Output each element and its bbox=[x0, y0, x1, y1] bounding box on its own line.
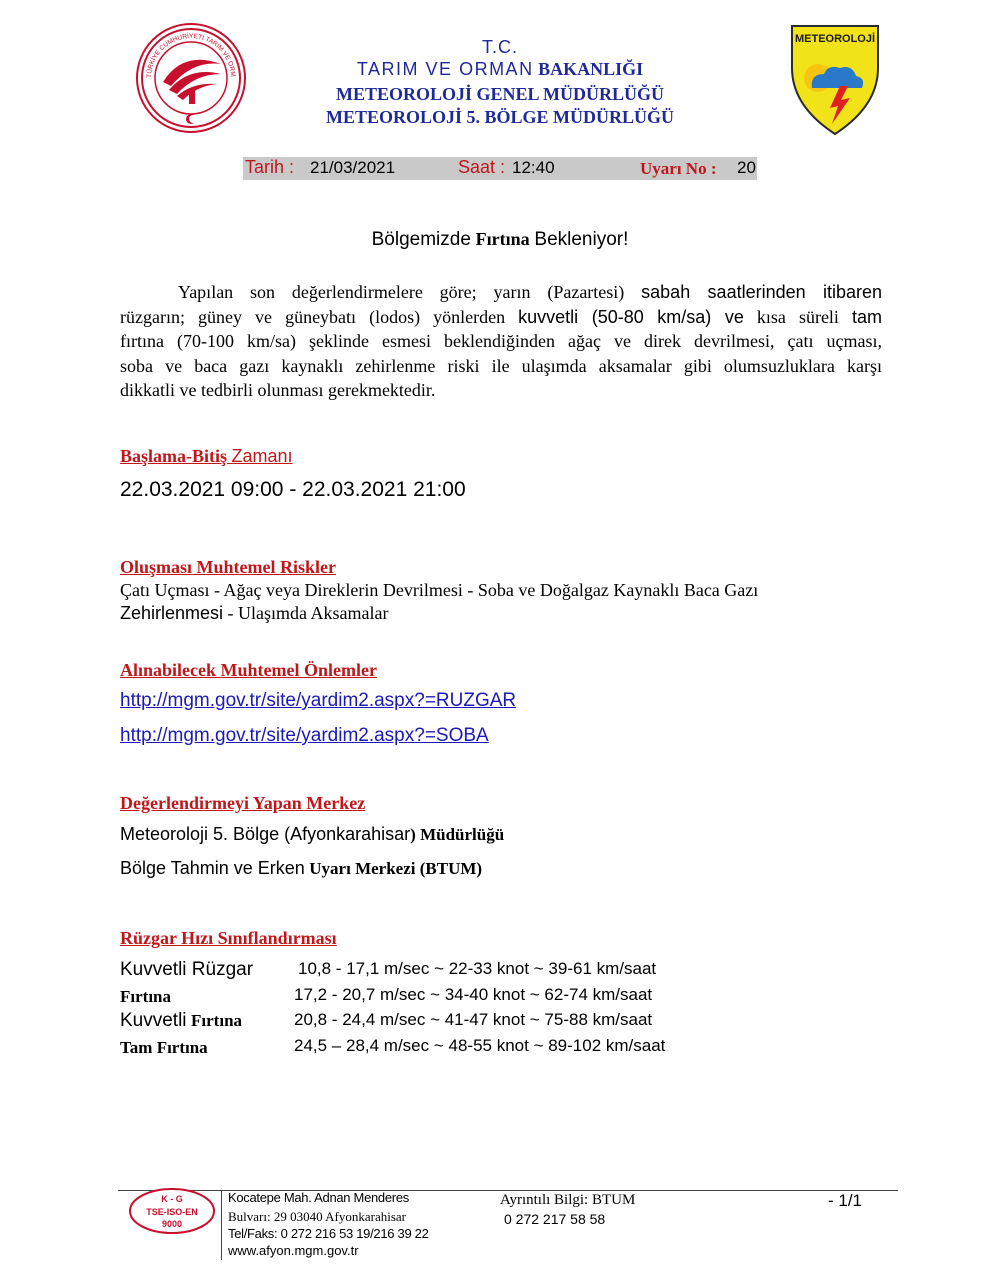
wind-row-value: 20,8 - 24,4 m/sec ~ 41-47 knot ~ 75-88 km/saat bbox=[294, 1010, 653, 1029]
measures-title: Alınabilecek Muhtemel Önlemler bbox=[120, 660, 377, 680]
time-label: Saat : bbox=[458, 157, 506, 177]
date-value: 21/03/2021 bbox=[310, 158, 396, 177]
footer-phone: Tel/Faks: 0 272 216 53 19/216 39 22 bbox=[228, 1226, 429, 1241]
tse-logo-top: K - G bbox=[161, 1194, 183, 1204]
header-tc: T.C. bbox=[481, 37, 518, 57]
wind-row bbox=[120, 1036, 820, 1062]
wind-row-name: Kuvvetli Rüzgar bbox=[120, 959, 254, 980]
header-ministry: TARIM VE ORMAN BAKANLIĞI bbox=[356, 59, 644, 79]
wind-row-name: Tam Fırtına bbox=[120, 1038, 208, 1057]
footer-website[interactable]: www.afyon.mgm.gov.tr bbox=[228, 1243, 359, 1258]
footer-address-1: Kocatepe Mah. Adnan Menderes bbox=[228, 1190, 409, 1205]
body-line-2: rüzgarın; güney ve güneybatı (lodos) yönlerden kuvvetli (50-80 km/sa) ve kısa süreli tam bbox=[120, 306, 882, 327]
footer-info-phone: 0 272 217 58 58 bbox=[504, 1211, 606, 1227]
meteoroloji-logo bbox=[790, 24, 880, 136]
wind-row-name: Fırtına bbox=[120, 987, 171, 1006]
wind-row bbox=[120, 985, 820, 1011]
center-line-1: Meteoroloji 5. Bölge (Afyonkarahisar) Müdürlüğü bbox=[120, 824, 505, 844]
timing-value: 22.03.2021 09:00 - 22.03.2021 21:00 bbox=[120, 478, 466, 501]
date-label: Tarih : bbox=[245, 157, 295, 177]
footer-vertical-divider bbox=[221, 1190, 222, 1260]
body-line-3: fırtına (70-100 km/sa) şeklinde esmesi beklendiğinden ağaç ve direk devrilmesi, çatı uçması, bbox=[120, 331, 882, 351]
timing-title: Başlama-Bitiş Zamanı bbox=[120, 446, 293, 466]
seal-text: TÜRKİYE CUMHURİYETİ TARIM VE ORM bbox=[145, 32, 237, 79]
link-ruzgar[interactable]: http://mgm.gov.tr/site/yardim2.aspx?=RUZGAR bbox=[120, 690, 517, 711]
wind-row-value: 24,5 – 28,4 m/sec ~ 48-55 knot ~ 89-102 km/saat bbox=[294, 1036, 666, 1055]
page-number: - 1/1 bbox=[828, 1191, 863, 1210]
wind-row-name: Kuvvetli Fırtına bbox=[120, 1010, 243, 1031]
header-regional-directorate: METEOROLOJİ 5. BÖLGE MÜDÜRLÜĞÜ bbox=[325, 107, 675, 127]
tse-logo-mid: TSE-ISO-EN bbox=[146, 1207, 198, 1217]
body-line-5: dikkatli ve tedbirli olunması gerekmektedir. bbox=[120, 380, 436, 400]
wind-row-value: 17,2 - 20,7 m/sec ~ 34-40 knot ~ 62-74 km/saat bbox=[294, 985, 653, 1004]
wind-title: Rüzgar Hızı Sınıflandırması bbox=[120, 928, 337, 948]
body-paragraph bbox=[120, 280, 882, 403]
warning-label: Uyarı No : bbox=[640, 159, 717, 178]
risks-line-2: Zehirlenmesi - Ulaşımda Aksamalar bbox=[120, 603, 389, 623]
body-line-4: soba ve baca gazı kaynaklı zehirlenme riski ile ulaşımda aksamalar gibi olumsuzluklara karşı bbox=[120, 355, 882, 376]
wind-row-value: 10,8 - 17,1 m/sec ~ 22-33 knot ~ 39-61 km/saat bbox=[298, 959, 657, 978]
tse-logo bbox=[127, 1186, 217, 1236]
warning-value: 20 bbox=[737, 158, 756, 177]
risks-title: Oluşması Muhtemel Riskler bbox=[120, 557, 336, 577]
link-soba[interactable]: http://mgm.gov.tr/site/yardim2.aspx?=SOBA bbox=[120, 725, 489, 746]
body-line-1: Yapılan son değerlendirmelere göre; yarın (Pazartesi) sabah saatlerinden itibaren bbox=[178, 282, 883, 302]
risks-line-1: Çatı Uçması - Ağaç veya Direklerin Devrilmesi - Soba ve Doğalgaz Kaynaklı Baca Gazı bbox=[120, 580, 759, 600]
meteoroloji-logo-text: METEOROLOJİ bbox=[794, 33, 876, 45]
header-general-directorate: METEOROLOJİ GENEL MÜDÜRLÜĞÜ bbox=[335, 84, 665, 104]
footer-info-label: Ayrıntılı Bilgi: BTUM bbox=[500, 1192, 636, 1208]
center-line-2: Bölge Tahmin ve Erken Uyarı Merkezi (BTUM) bbox=[120, 858, 483, 878]
time-value: 12:40 bbox=[512, 158, 555, 177]
footer-address-2: Bulvarı: 29 03040 Afyonkarahisar bbox=[228, 1209, 406, 1224]
page-title: Bölgemizde Fırtına Bekleniyor! bbox=[371, 229, 629, 250]
wind-row bbox=[120, 959, 820, 985]
wind-row bbox=[120, 1010, 820, 1036]
center-title: Değerlendirmeyi Yapan Merkez bbox=[120, 793, 366, 813]
tse-logo-bottom: 9000 bbox=[161, 1219, 183, 1229]
